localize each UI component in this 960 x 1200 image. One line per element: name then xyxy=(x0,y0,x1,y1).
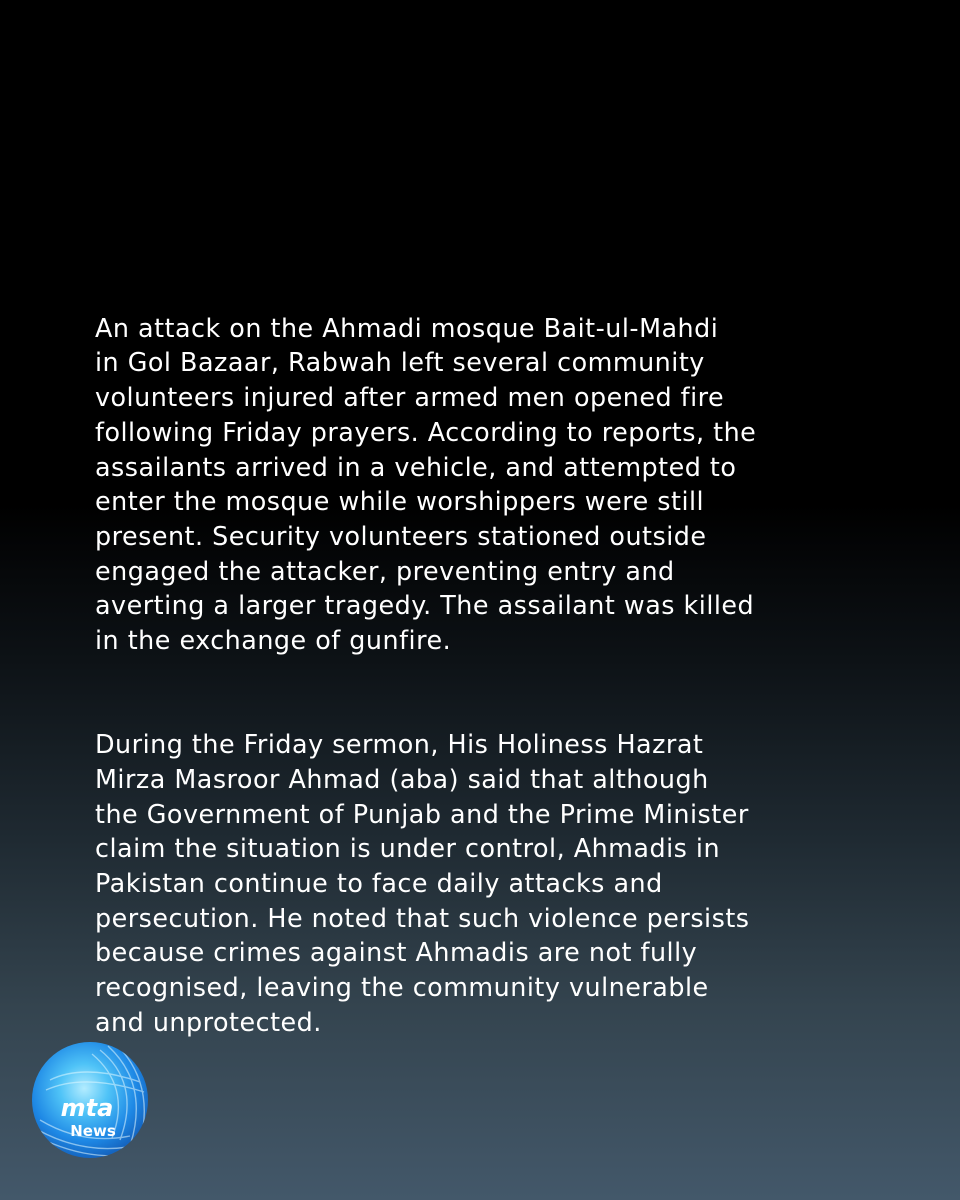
article-paragraph-1: An attack on the Ahmadi mosque Bait-ul-Mahdi in Gol Bazaar, Rabwah left several community volunteers injured after armed men opened fire following Friday prayers. According to reports, the assailants arrived in a vehicle, and attempted to enter the mosque while worshippers were still present. Security volunteers stationed outside engaged the attacker, preventing entry and averting a larger tragedy. The assailant was killed in the exchange of gunfire. xyxy=(95,312,757,656)
mta-news-logo xyxy=(30,1040,150,1160)
mta-news-logo-graphic xyxy=(30,1040,150,1160)
logo-brand-text: mta xyxy=(60,1094,114,1122)
article-paragraph-2: During the Friday sermon, His Holiness Hazrat Mirza Masroor Ahmad (aba) said that although the Government of Punjab and the Prime Minister claim the situation is under control, Ahmadis in Pakistan continue to face daily attacks and persecution. He noted that such violence persists because crimes against Ahmadis are not fully recognised, leaving the community vulnerable and unprotected. xyxy=(95,729,750,1037)
article-body xyxy=(95,276,895,1074)
logo-sub-text: News xyxy=(70,1122,116,1140)
